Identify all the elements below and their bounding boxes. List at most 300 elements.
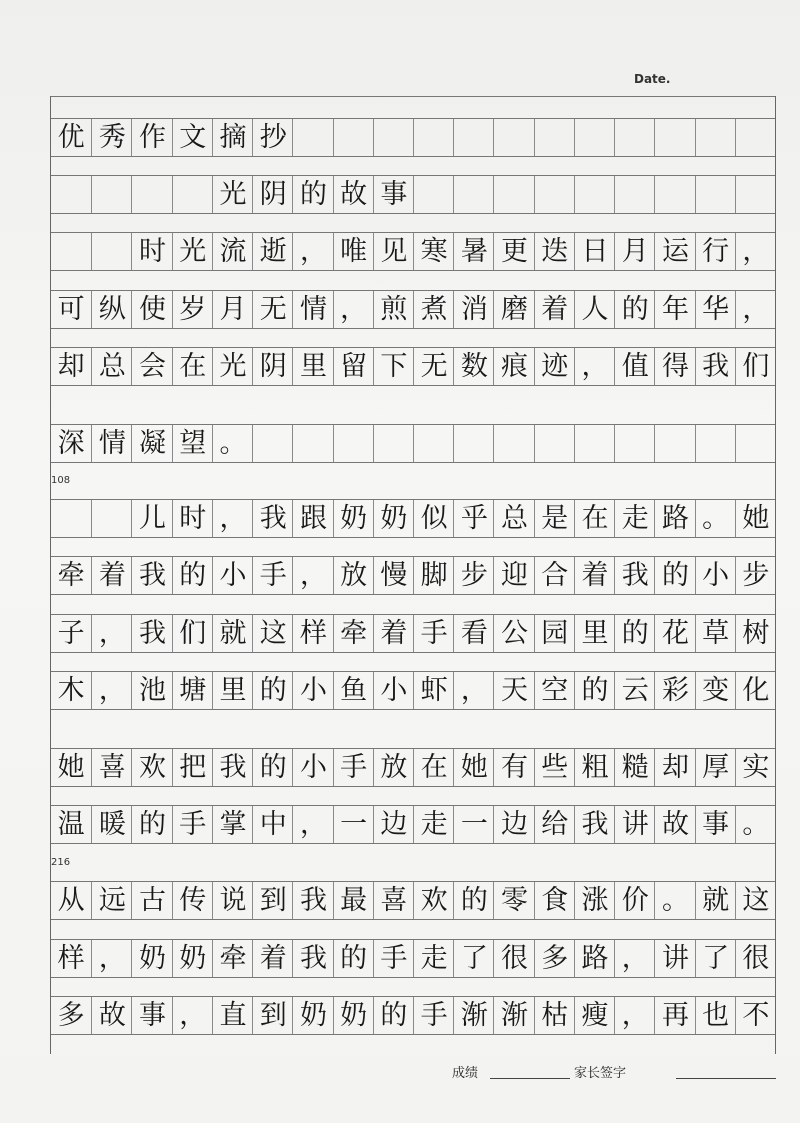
grid-cell: 人 [574,290,615,328]
grid-cell: 的 [292,175,333,213]
grid-cell: 月 [212,290,253,328]
grid-cell: 放 [373,748,414,786]
grid-cell [413,175,454,213]
grid-cell: 牵 [57,559,85,591]
grid-cell: 们 [735,347,776,385]
grid-cell [614,118,655,156]
grid-cell: 阴 [252,347,293,385]
grid-cell: 更 [493,232,534,270]
grid-cell: 一 [333,805,374,843]
grid-cell [735,424,776,462]
grid-cell: 这 [252,614,293,652]
grid-cell: 走 [413,805,454,843]
grid-cell: 手 [373,939,414,977]
grid-cell: 很 [735,939,776,977]
grid-cell: 暖 [91,805,132,843]
grid-cell: 走 [413,939,454,977]
grid-cell: 阴 [252,175,293,213]
grid-cell: 摘 [212,118,253,156]
grid-line [51,939,775,940]
grid-line [51,671,775,672]
grid-cell: 厚 [695,748,736,786]
grid-cell: 故 [91,996,132,1034]
grid-cell: 奶 [373,499,414,537]
grid-cell [91,232,132,270]
grid-cell: 纵 [91,290,132,328]
grid-cell: ， [91,671,132,709]
grid-cell: 温 [57,808,85,840]
grid-row [51,175,775,213]
grid-cell: 合 [534,556,575,594]
grid-cell: ， [91,939,132,977]
grid-cell: 步 [735,556,776,594]
grid-cell: 事 [373,175,414,213]
grid-line [51,347,775,348]
grid-cell [333,424,374,462]
grid-cell: 里 [574,614,615,652]
grid-cell: 走 [614,499,655,537]
grid-cell: 枯 [534,996,575,1034]
grid-cell: 的 [614,614,655,652]
grid-line [51,424,775,425]
grid-cell [493,424,534,462]
grid-cell: 粗 [574,748,615,786]
grid-cell [333,118,374,156]
grid-cell: 无 [413,347,454,385]
grid-cell [373,424,414,462]
grid-row [51,614,775,652]
grid-cell: 也 [695,996,736,1034]
grid-row [51,499,775,537]
grid-cell: 我 [212,748,253,786]
grid-cell: 暑 [453,232,494,270]
grid-cell: 迭 [534,232,575,270]
grid-cell: 鱼 [333,671,374,709]
grid-cell: 总 [91,347,132,385]
grid-cell: 里 [212,671,253,709]
grid-cell: 无 [252,290,293,328]
grid-cell: 奶 [333,499,374,537]
grid-cell: 奶 [333,996,374,1034]
grid-cell: 的 [574,671,615,709]
grid-cell: 岁 [172,290,213,328]
grid-cell [654,175,695,213]
grid-cell: 食 [534,881,575,919]
grid-cell: 秀 [91,118,132,156]
grid-cell: 着 [252,939,293,977]
grid-line [51,499,775,500]
grid-cell: 年 [654,290,695,328]
grid-line [51,232,775,233]
grid-cell: 小 [212,556,253,594]
grid-cell: 价 [614,881,655,919]
grid-cell [574,424,615,462]
grid-cell: 行 [695,232,736,270]
grid-cell [453,175,494,213]
grid-cell [172,175,213,213]
grid-cell: 不 [735,996,776,1034]
grid-cell: 传 [172,881,213,919]
grid-cell [413,118,454,156]
grid-cell: 虾 [413,671,454,709]
grid-cell: 的 [252,671,293,709]
grid-cell: ， [292,556,333,594]
grid-cell: 却 [57,350,85,382]
grid-cell: 我 [695,347,736,385]
grid-cell: 塘 [172,671,213,709]
grid-line [51,462,775,463]
grid-cell [695,175,736,213]
grid-cell: 放 [333,556,374,594]
grid-line [51,175,775,176]
grid-line [51,328,775,329]
grid-cell: 迎 [493,556,534,594]
grid-cell: 跟 [292,499,333,537]
grid-cell [413,424,454,462]
score-line [490,1078,570,1079]
grid-cell: 样 [57,942,85,974]
grid-cell: 子 [57,617,85,649]
grid-line [51,537,775,538]
grid-cell: 寒 [413,232,454,270]
grid-cell [51,232,91,270]
grid-cell: ， [614,996,655,1034]
score-label: 成绩 [452,1066,479,1081]
grid-cell [493,175,534,213]
grid-line [51,652,775,653]
grid-line [51,556,775,557]
grid-cell: 故 [654,805,695,843]
grid-cell: 她 [453,748,494,786]
grid-line [51,709,775,710]
grid-cell: 我 [252,499,293,537]
grid-cell: 就 [212,614,253,652]
grid-cell: 逝 [252,232,293,270]
grid-cell: 。 [654,881,695,919]
grid-cell: 这 [735,881,776,919]
grid-cell: 变 [695,671,736,709]
grid-cell: 消 [453,290,494,328]
grid-cell: 时 [172,499,213,537]
grid-cell: 牵 [212,939,253,977]
grid-cell: 时 [131,232,172,270]
grid-cell [91,499,132,537]
grid-cell [453,424,494,462]
grid-cell: 零 [493,881,534,919]
grid-cell: 可 [57,293,85,325]
grid-row [51,939,775,977]
grid-cell: 着 [574,556,615,594]
grid-cell: 。 [212,424,253,462]
grid-cell: ， [292,805,333,843]
grid-cell: 多 [57,999,85,1031]
grid-line [51,385,775,386]
grid-cell: 一 [453,805,494,843]
grid-cell: 奶 [131,939,172,977]
grid-cell: 小 [292,748,333,786]
grid-cell [51,499,91,537]
grid-row [51,748,775,786]
grid-line [51,786,775,787]
grid-cell: 样 [292,614,333,652]
grid-cell: 池 [131,671,172,709]
grid-cell: 却 [654,748,695,786]
grid-cell: 的 [172,556,213,594]
grid-line [51,843,775,844]
grid-cell: 树 [735,614,776,652]
grid-cell [91,175,132,213]
grid-line [51,614,775,615]
grid-cell: 事 [695,805,736,843]
grid-cell: 脚 [413,556,454,594]
grid-cell: 作 [131,118,172,156]
grid-cell: 的 [333,939,374,977]
grid-cell: 中 [252,805,293,843]
grid-cell: 小 [292,671,333,709]
grid-cell: 们 [172,614,213,652]
grid-cell: 讲 [654,939,695,977]
grid-line [51,156,775,157]
grid-cell [292,118,333,156]
grid-cell [695,118,736,156]
grid-cell [131,175,172,213]
grid-cell: 些 [534,748,575,786]
grid-cell: 古 [131,881,172,919]
grid-cell: 很 [493,939,534,977]
grid-cell: 文 [172,118,213,156]
grid-row [51,671,775,709]
grid-cell [292,424,333,462]
grid-cell: 小 [373,671,414,709]
grid-cell: 磨 [493,290,534,328]
grid-cell: 到 [252,881,293,919]
grid-line [51,748,775,749]
grid-line [51,1034,775,1035]
grid-cell: ， [91,614,132,652]
grid-row [51,556,775,594]
grid-cell: 她 [735,499,776,537]
grid-cell: 实 [735,748,776,786]
grid-cell [654,424,695,462]
grid-line [51,213,775,214]
grid-line [51,270,775,271]
grid-cell: 是 [534,499,575,537]
grid-cell: 看 [453,614,494,652]
grid-cell: 园 [534,614,575,652]
grid-cell [252,424,293,462]
grid-cell [695,424,736,462]
grid-cell: 迹 [534,347,575,385]
grid-cell: 手 [172,805,213,843]
grid-cell: 情 [292,290,333,328]
grid-cell: 事 [131,996,172,1034]
grid-cell: 奶 [292,996,333,1034]
grid-cell: 手 [413,996,454,1034]
grid-cell [534,424,575,462]
grid-cell: 渐 [493,996,534,1034]
grid-cell [493,118,534,156]
grid-cell: 情 [91,424,132,462]
grid-cell: 月 [614,232,655,270]
grid-cell: 远 [91,881,132,919]
grid-cell: 。 [695,499,736,537]
grid-cell: 运 [654,232,695,270]
grid-cell [373,118,414,156]
grid-row [51,118,775,156]
grid-cell: 到 [252,996,293,1034]
grid-cell: 着 [534,290,575,328]
grid-cell: ， [292,232,333,270]
grid-row [51,424,775,462]
grid-cell: 牵 [333,614,374,652]
grid-cell: 公 [493,614,534,652]
grid-cell: 木 [57,674,85,706]
grid-cell: 深 [57,427,85,459]
grid-cell: 慢 [373,556,414,594]
grid-cell: 着 [373,614,414,652]
grid-cell: ， [735,232,776,270]
grid-cell: 似 [413,499,454,537]
grid-row [51,881,775,919]
grid-cell: 边 [493,805,534,843]
grid-cell: 的 [654,556,695,594]
grid-cell: 边 [373,805,414,843]
grid-cell: 里 [292,347,333,385]
grid-cell: 唯 [333,232,374,270]
grid-cell [735,118,776,156]
grid-cell: 了 [695,939,736,977]
grid-cell: 凝 [131,424,172,462]
grid-cell: 值 [614,347,655,385]
date-label: Date. [634,72,671,86]
grid-cell: 在 [574,499,615,537]
grid-cell: 数 [453,347,494,385]
grid-cell: 煎 [373,290,414,328]
grid-cell: 手 [413,614,454,652]
grid-cell: 日 [574,232,615,270]
grid-cell: 我 [131,556,172,594]
grid-cell: 欢 [131,748,172,786]
grid-cell: ， [212,499,253,537]
grid-row [51,996,775,1034]
grid-cell: 的 [252,748,293,786]
grid-cell: 草 [695,614,736,652]
grid-cell: 的 [373,996,414,1034]
grid-cell: 最 [333,881,374,919]
grid-row [51,347,775,385]
grid-cell: 会 [131,347,172,385]
grid-cell: 光 [212,347,253,385]
grid-cell: 我 [292,939,333,977]
grid-cell [574,118,615,156]
grid-cell [534,118,575,156]
grid-cell: 掌 [212,805,253,843]
grid-cell: 把 [172,748,213,786]
grid-cell: ， [333,290,374,328]
grid-cell: 我 [574,805,615,843]
grid-cell [614,424,655,462]
grid-line [51,881,775,882]
char-counter-108: 108 [51,475,71,486]
grid-cell: 直 [212,996,253,1034]
grid-cell: 化 [735,671,776,709]
grid-cell [654,118,695,156]
grid-cell: ， [172,996,213,1034]
grid-line [51,919,775,920]
grid-cell: ， [453,671,494,709]
grid-cell: 抄 [252,118,293,156]
grid-cell: 下 [373,347,414,385]
grid-cell: 天 [493,671,534,709]
grid-cell: 着 [91,556,132,594]
grid-cell: ， [614,939,655,977]
grid-cell: 在 [172,347,213,385]
grid-cell: 我 [131,614,172,652]
grid-cell [51,175,91,213]
grid-cell: 的 [614,290,655,328]
grid-cell: 云 [614,671,655,709]
grid-cell: 她 [57,751,85,783]
grid-cell: 从 [57,884,85,916]
grid-cell: 渐 [453,996,494,1034]
grid-row [51,232,775,270]
grid-cell: 涨 [574,881,615,919]
grid-cell: 小 [695,556,736,594]
grid-cell: 路 [654,499,695,537]
grid-line [51,996,775,997]
grid-cell: ， [735,290,776,328]
grid-line [51,594,775,595]
grid-cell: 路 [574,939,615,977]
grid-cell: 了 [453,939,494,977]
grid-cell: 的 [453,881,494,919]
grid-cell: 手 [252,556,293,594]
grid-cell: 见 [373,232,414,270]
grid-cell: 再 [654,996,695,1034]
grid-cell: 多 [534,939,575,977]
grid-cell: 。 [735,805,776,843]
grid-cell: 优 [57,121,85,153]
grid-cell [534,175,575,213]
writing-grid [50,96,776,1054]
grid-cell: 在 [413,748,454,786]
parent-signature-label: 家长签字 [574,1066,627,1081]
grid-cell: 痕 [493,347,534,385]
grid-cell: 空 [534,671,575,709]
grid-cell: 瘦 [574,996,615,1034]
grid-cell: 光 [212,175,253,213]
grid-cell: 光 [172,232,213,270]
grid-cell: 喜 [91,748,132,786]
grid-cell: 总 [493,499,534,537]
grid-cell: 讲 [614,805,655,843]
grid-cell: 喜 [373,881,414,919]
grid-cell: 乎 [453,499,494,537]
grid-cell: 彩 [654,671,695,709]
grid-cell: 给 [534,805,575,843]
grid-cell: 步 [453,556,494,594]
grid-cell: 说 [212,881,253,919]
grid-cell: 手 [333,748,374,786]
grid-line [51,290,775,291]
grid-cell: 华 [695,290,736,328]
grid-cell: 煮 [413,290,454,328]
grid-row [51,805,775,843]
grid-cell: 糙 [614,748,655,786]
grid-cell: 欢 [413,881,454,919]
grid-cell: 得 [654,347,695,385]
grid-cell: 就 [695,881,736,919]
